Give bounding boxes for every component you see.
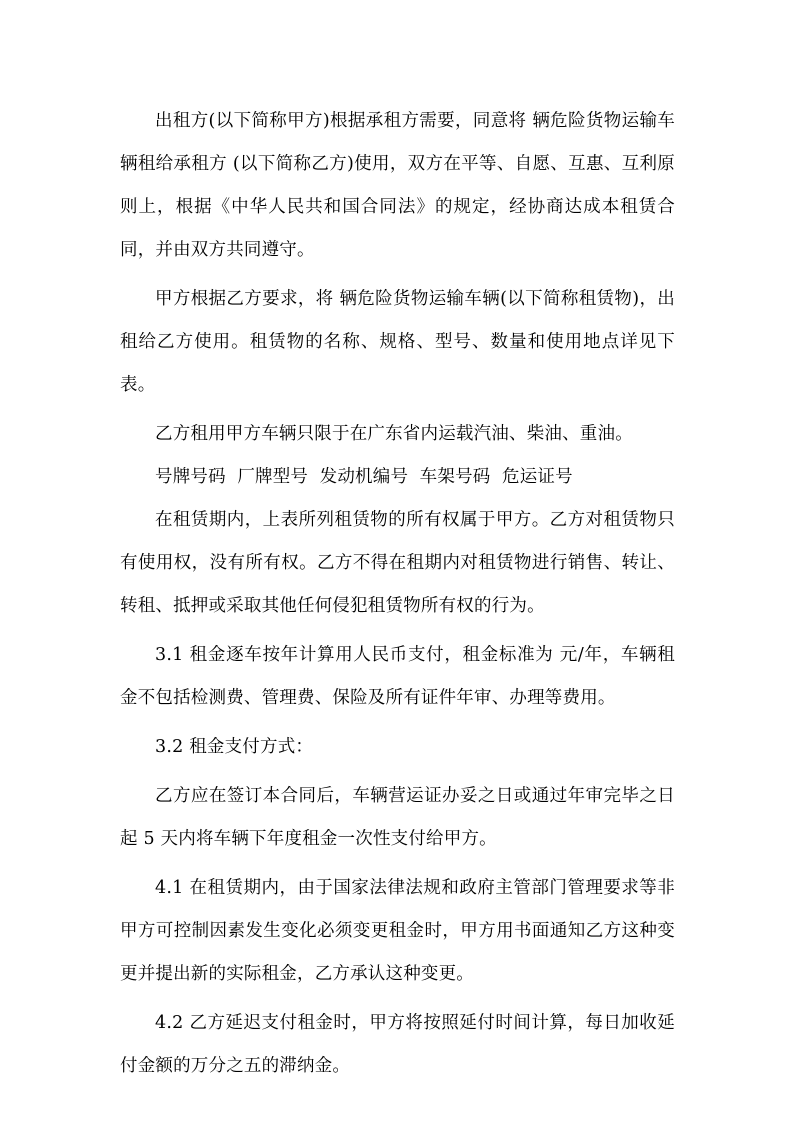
document-body bbox=[120, 100, 675, 1088]
clause-4-1: 4.1 在租赁期内，由于国家法律法规和政府主管部门管理要求等非甲方可控制因素发生变化必须变更租金时，甲方用书面通知乙方这种变更并提出新的实际租金，乙方承认这种变更。 bbox=[120, 878, 675, 984]
vehicle-table-header: 号牌号码 厂牌型号 发动机编号 车架号码 危运证号 bbox=[155, 467, 573, 487]
paragraph-payment-terms: 乙方应在签订本合同后，车辆营运证办妥之日或通过年审完毕之日起 5 天内将车辆下年度租金一次性支付给甲方。 bbox=[120, 786, 675, 849]
paragraph-ownership: 在租赁期内，上表所列租赁物的所有权属于甲方。乙方对租赁物只有使用权，没有所有权。乙方不得在租期内对租赁物进行销售、转让、转租、抵押或采取其他任何侵犯租赁物所有权的行为。 bbox=[120, 510, 675, 616]
paragraph-usage-scope: 乙方租用甲方车辆只限于在广东省内运载汽油、柴油、重油。 bbox=[155, 424, 633, 444]
clause-3-1: 3.1 租金逐车按年计算用人民币支付，租金标准为 元/年，车辆租金不包括检测费、管理费、保险及所有证件年审、办理等费用。 bbox=[120, 645, 675, 708]
clause-4-2: 4.2 乙方延迟支付租金时，甲方将按照延付时间计算，每日加收延付金额的万分之五的滞纳金。 bbox=[120, 1013, 675, 1076]
clause-3-2: 3.2 租金支付方式： bbox=[155, 737, 314, 757]
paragraph-lease-object: 甲方根据乙方要求，将 辆危险货物运输车辆(以下简称租赁物)，出租给乙方使用。租赁物的名称、规格、型号、数量和使用地点详见下表。 bbox=[120, 289, 675, 395]
paragraph-preamble: 出租方(以下简称甲方)根据承租方需要，同意将 辆危险货物运输车辆租给承租方 (以下简称乙方)使用，双方在平等、自愿、互惠、互利原则上，根据《中华人民共和国合同法》的规定，经协商达成本租赁合同，并由双方共同遵守。 bbox=[120, 111, 675, 260]
